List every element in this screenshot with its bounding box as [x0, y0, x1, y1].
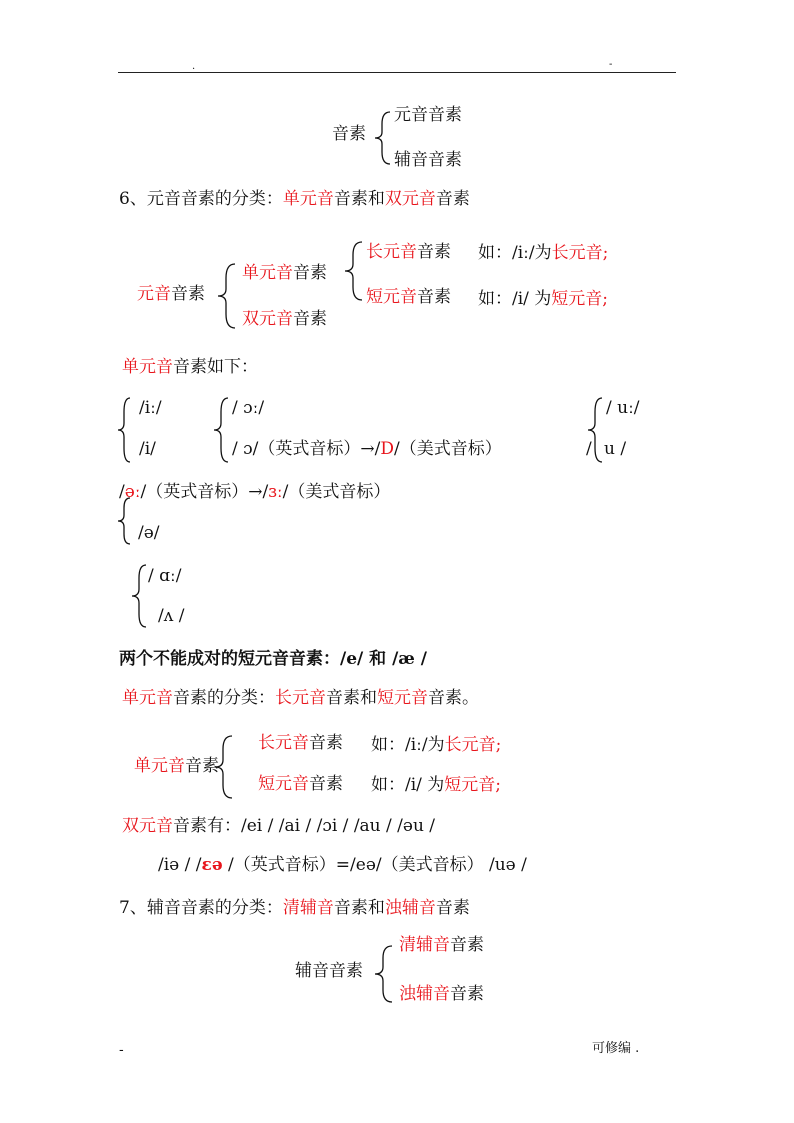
- long-example: 如：/iː/为长元音;: [478, 243, 609, 263]
- section-6-heading: 6、元音音素的分类：单元音音素和双元音音素: [119, 189, 470, 209]
- brace-icon: [212, 396, 230, 464]
- diagram-root: 音素: [332, 124, 366, 144]
- diagram-root: 单元音音素: [134, 756, 219, 776]
- brace-icon: [215, 262, 237, 330]
- diagram-root: 辅音音素: [295, 961, 363, 981]
- diagram-branch-mono: 单元音音素: [242, 263, 327, 283]
- pair-5-long: / ɑː/: [148, 566, 182, 586]
- pair-1-short: /i/: [139, 439, 156, 459]
- unpaired-vowels: 两个不能成对的短元音音素：/e/ 和 /æ /: [119, 649, 427, 669]
- pair-3-short: u /: [604, 439, 627, 459]
- header-dot-left: .: [192, 61, 196, 72]
- long-example: 如：/iː/为长元音;: [371, 735, 502, 755]
- pair-4-short: /ə/: [138, 523, 160, 543]
- diagram-root: 元音音素: [137, 284, 205, 304]
- pair-3-short-slash: /: [586, 439, 592, 459]
- pair-2-long: / ɔː/: [232, 398, 265, 418]
- diagram-branch-bottom: 辅音音素: [394, 150, 462, 170]
- brace-icon: [116, 396, 132, 464]
- pair-3-long: / uː/: [606, 398, 640, 418]
- diagram-branch-top: 元音音素: [394, 105, 462, 125]
- brace-icon: [130, 563, 148, 629]
- diagram-branch-bottom: 浊辅音音素: [399, 984, 484, 1004]
- brace-icon: [212, 734, 234, 800]
- pair-4-long: /əː/（英式音标）→/ɜː/（美式音标）: [119, 482, 391, 502]
- diphthong-line-1: 双元音音素有：/ei / /ai / /ɔi / /au / /əu /: [122, 816, 436, 836]
- diagram-branch-short: 短元音音素: [258, 774, 343, 794]
- footer-left: -: [119, 1043, 124, 1058]
- monophthong-heading: 单元音音素如下：: [122, 357, 258, 377]
- monophthong-classification: 单元音音素的分类：长元音音素和短元音音素。: [122, 688, 479, 708]
- footer-right: 可修编 .: [592, 1041, 640, 1056]
- section-7-heading: 7、辅音音素的分类：清辅音音素和浊辅音音素: [119, 898, 470, 918]
- diagram-branch-top: 清辅音音素: [399, 935, 484, 955]
- diagram-branch-short: 短元音音素: [366, 287, 451, 307]
- header-dot-right: -: [609, 59, 613, 70]
- brace-icon: [342, 240, 364, 302]
- pair-1-long: /iː/: [139, 398, 162, 418]
- short-example: 如：/i/ 为短元音;: [371, 775, 502, 795]
- brace-icon: [372, 110, 392, 166]
- diagram-branch-long: 长元音音素: [366, 242, 451, 262]
- diphthong-line-2: /iə / /ɛə /（英式音标）=/eə/（美式音标） /uə /: [158, 855, 527, 875]
- pair-2-short: / ɔ/（英式音标）→/D/（美式音标）: [232, 439, 502, 459]
- header-rule: [118, 72, 676, 73]
- pair-5-short: /ʌ /: [158, 606, 185, 626]
- diagram-branch-diph: 双元音音素: [242, 309, 327, 329]
- brace-icon: [116, 496, 132, 546]
- brace-icon: [372, 944, 394, 1004]
- diagram-branch-long: 长元音音素: [258, 733, 343, 753]
- short-example: 如：/i/ 为短元音;: [478, 289, 609, 309]
